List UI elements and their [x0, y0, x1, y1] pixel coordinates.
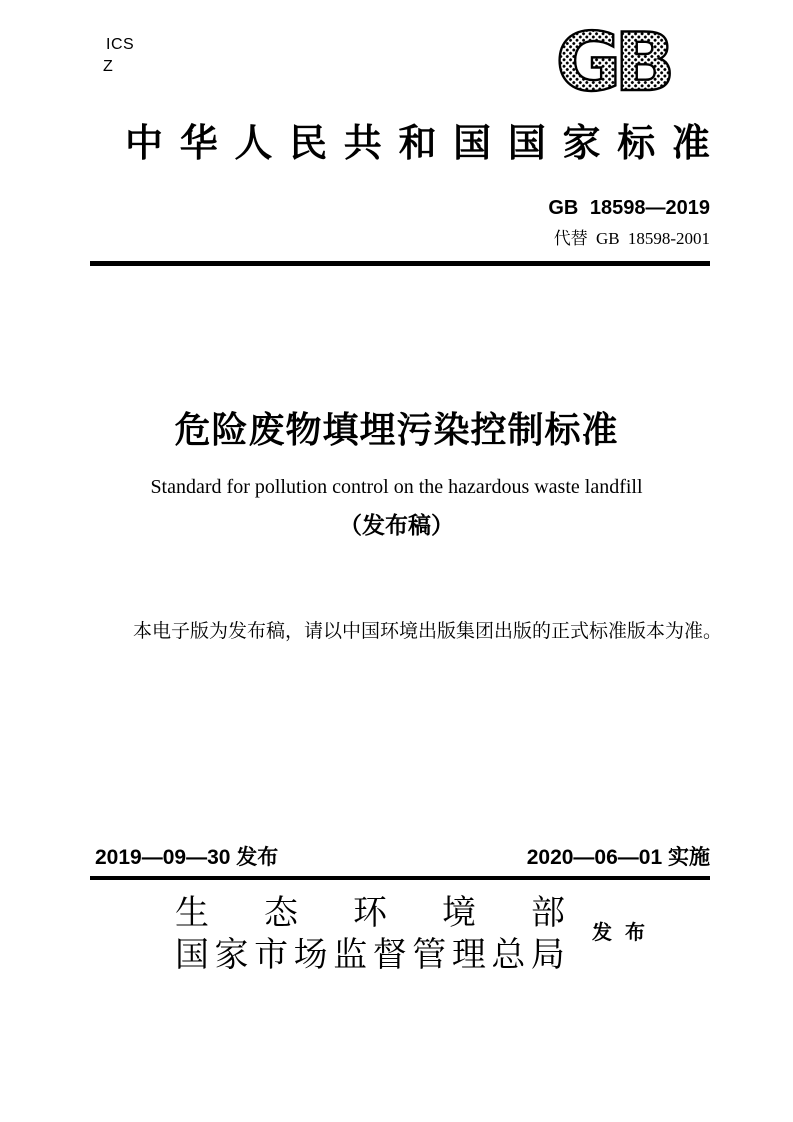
release-label: 发 布: [592, 920, 648, 944]
issuer-market-regulation-admin: 国 家 市 场 监 督 管 理 总 局: [175, 935, 565, 975]
headline-national-standard: 中 华 人 民 共 和 国 国 家 标 准: [125, 120, 710, 165]
ics-class-code: Z: [103, 58, 114, 75]
date-row: [90, 844, 710, 872]
gb-logo-text: GB: [555, 24, 669, 100]
standard-number: GB 18598—2019: [548, 197, 710, 219]
issue-date: 2019—09—30 发布: [95, 846, 279, 869]
ics-classification: [103, 34, 134, 78]
bottom-divider-rule: [90, 876, 710, 880]
replaces-note: 代替 GB 18598-2001: [553, 229, 710, 248]
ics-label: ICS: [106, 36, 135, 53]
draft-status-label: （发布稿）: [339, 512, 454, 538]
top-divider-rule: [90, 261, 710, 266]
document-title-chinese: 危险废物填埋污染控制标准: [174, 409, 619, 450]
issuer-ministry-of-ecology: 生 态 环 境 部: [175, 893, 565, 933]
implementation-date: 2020—06—01 实施: [526, 846, 710, 869]
gb-logo: [538, 24, 686, 100]
document-title-english: Standard for pollution control on the hazardous waste landfill: [150, 476, 643, 498]
electronic-version-notice: 本电子版为发布稿，请以中国环境出版集团出版的正式标准版本为准。: [133, 620, 723, 642]
issuing-agencies: [175, 893, 565, 977]
